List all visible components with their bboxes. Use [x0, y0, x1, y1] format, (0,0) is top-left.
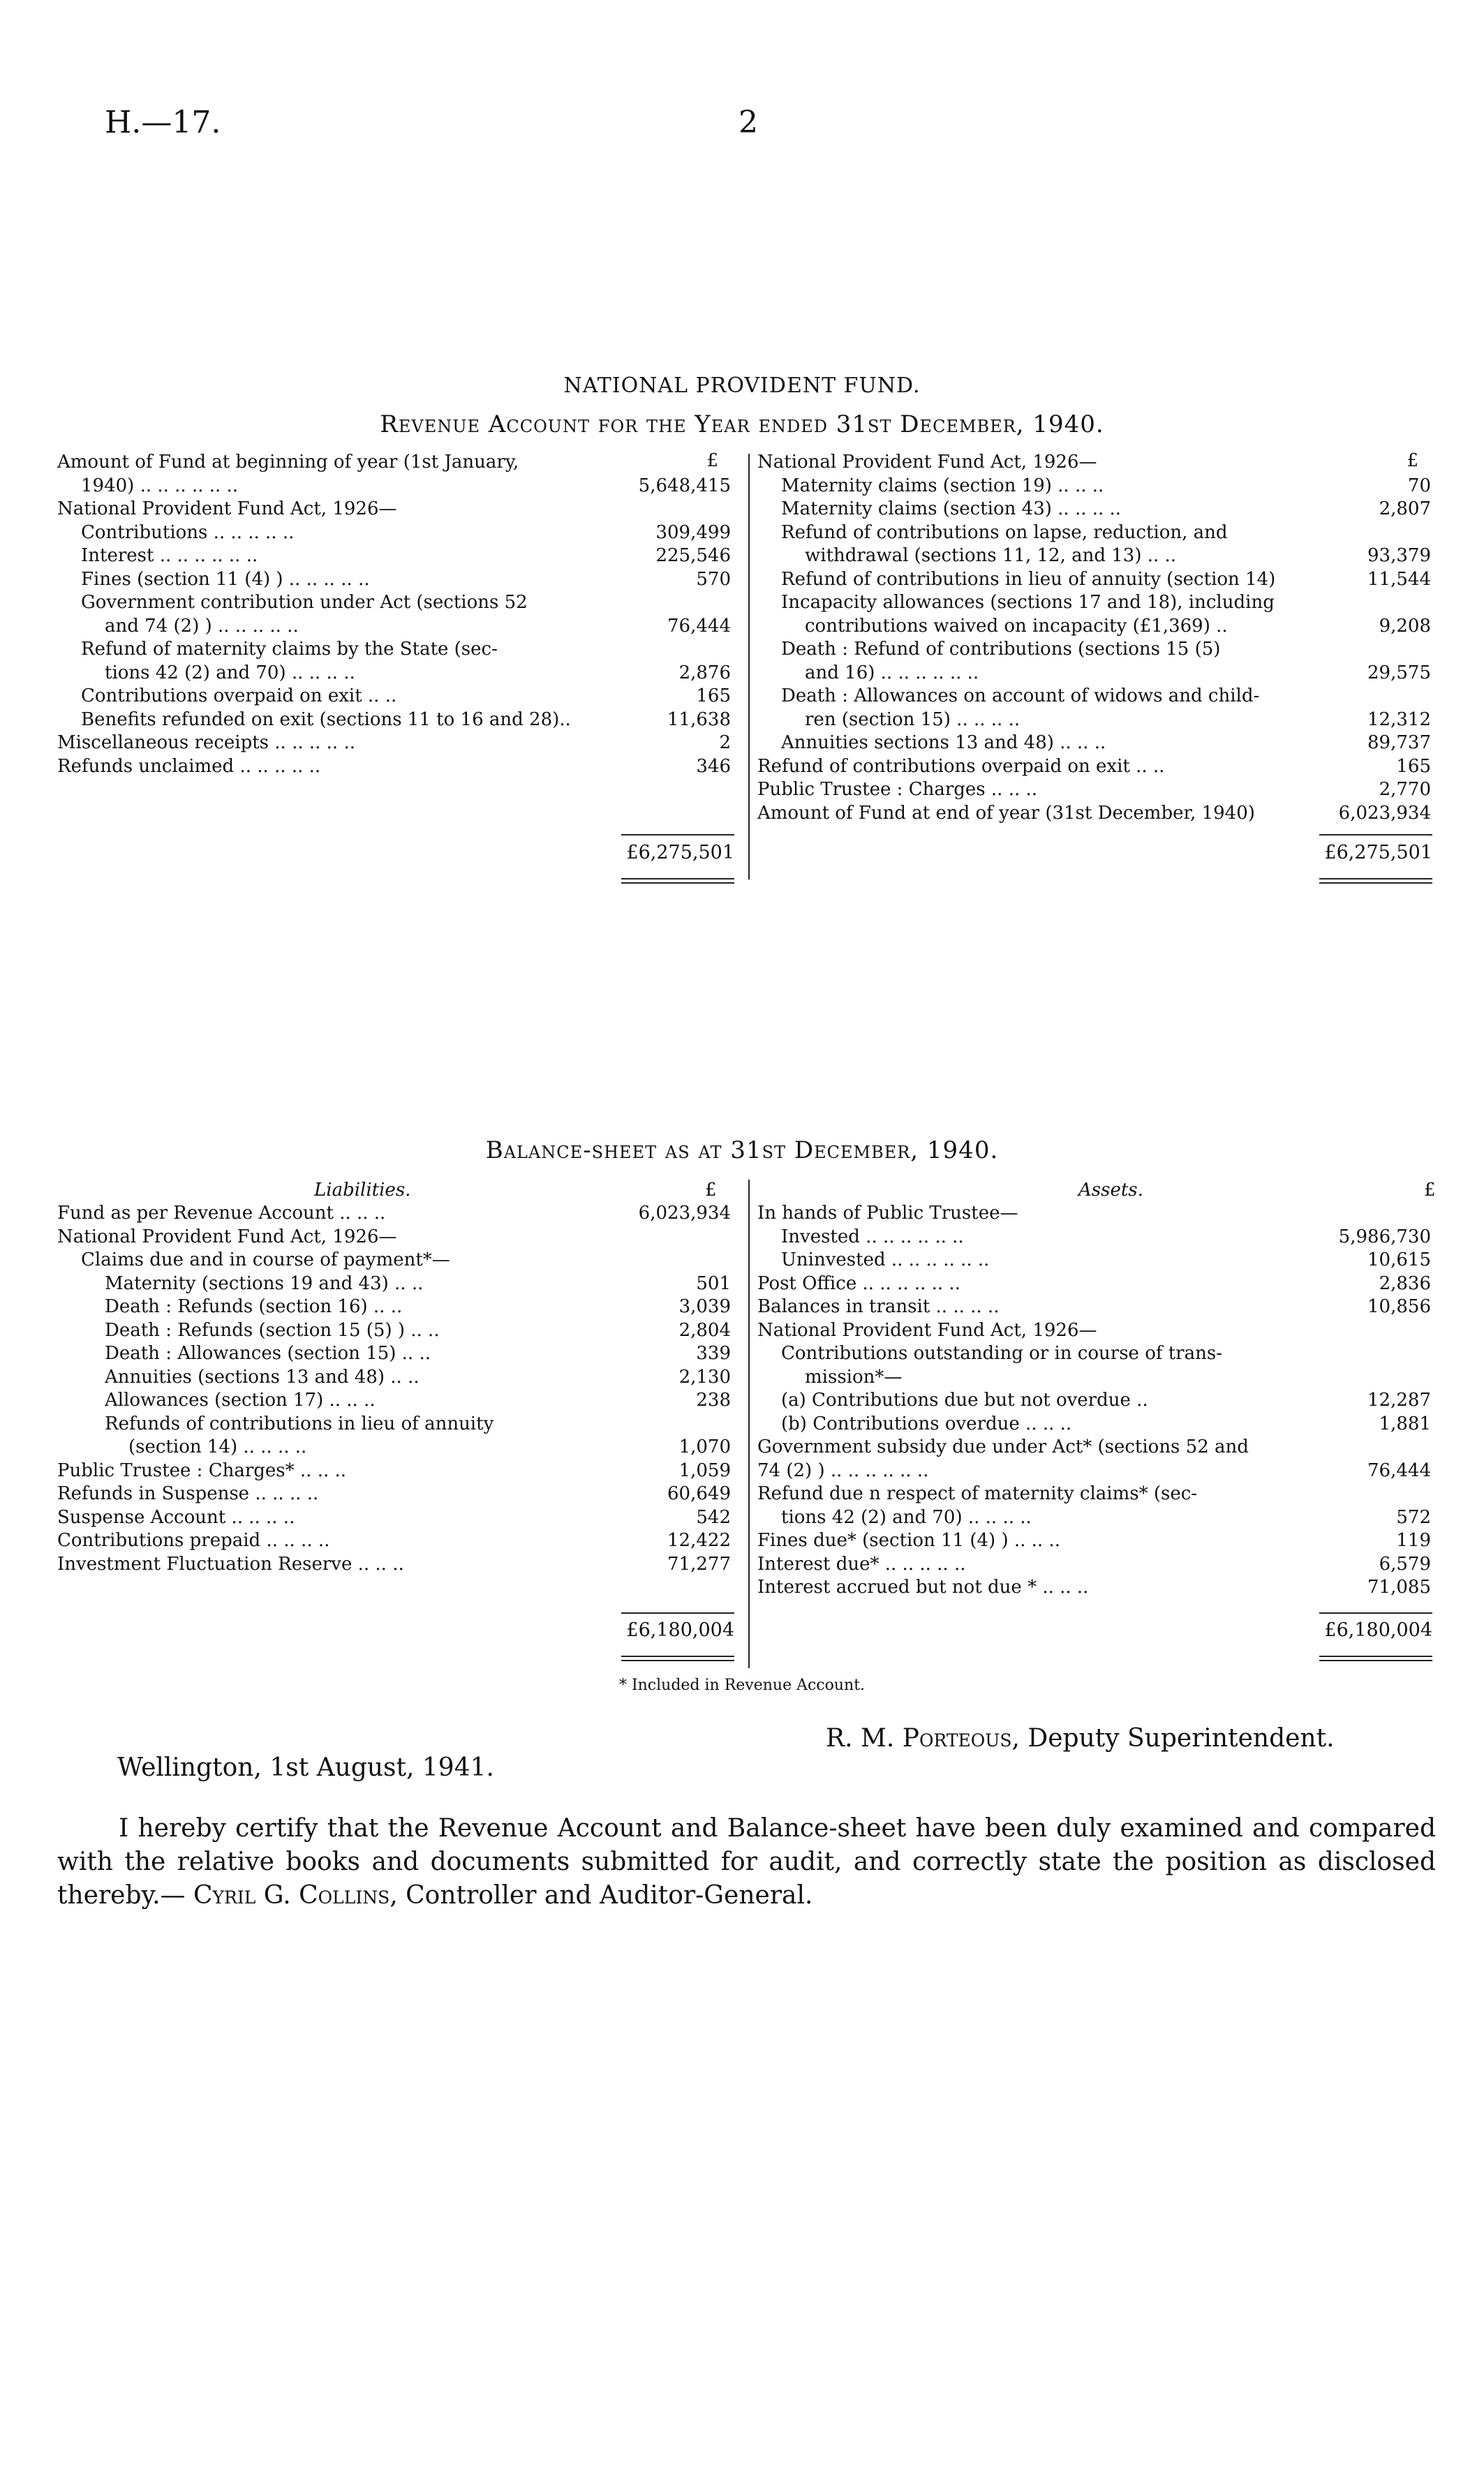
line-description: Contributions overpaid on exit .. ..: [81, 685, 397, 706]
line-description: 1940) .. .. .. .. .. ..: [81, 475, 239, 496]
line-description: Contributions .. .. .. .. ..: [81, 521, 295, 543]
line-amount: 76,444: [667, 615, 731, 637]
line-description: Public Trustee : Charges* .. .. ..: [57, 1460, 347, 1481]
receipts-row: [57, 638, 738, 662]
audit-certificate: [57, 1812, 1436, 1913]
line-amount: 5,648,415: [638, 475, 731, 496]
line-description: Death : Allowances (section 15) .. ..: [105, 1343, 431, 1364]
line-description: Fines (section 11 (4) ) .. .. .. .. ..: [81, 568, 370, 590]
line-description: Amount of Fund at beginning of year (1st January,: [57, 452, 519, 473]
payments-row: [757, 708, 1438, 732]
total-double-rule: [621, 1656, 734, 1657]
asset-row: [757, 1413, 1438, 1436]
line-description: Interest accrued but not due * .. .. ..: [757, 1577, 1089, 1598]
line-description: National Provident Fund Act, 1926—: [57, 1226, 397, 1247]
liabilities-total: £6,180,004: [626, 1619, 734, 1641]
line-description: Contributions outstanding or in course of trans-: [781, 1343, 1222, 1364]
liability-row: [57, 1460, 738, 1483]
line-description: Refunds of contributions in lieu of annuity: [105, 1413, 494, 1434]
asset-row: [757, 1272, 1438, 1296]
line-amount: 2,804: [678, 1319, 731, 1341]
receipts-row: [57, 498, 738, 521]
total-rule: [1319, 834, 1432, 836]
liability-row: [57, 1249, 738, 1272]
payments-row: [757, 451, 1438, 475]
payments-row: [757, 662, 1438, 685]
line-description: contributions waived on incapacity (£1,369) ..: [805, 615, 1228, 637]
line-amount: 2,876: [678, 662, 731, 683]
line-description: Refund due n respect of maternity claims* (sec-: [757, 1483, 1198, 1504]
line-amount: 29,575: [1367, 662, 1431, 683]
line-description: (section 14) .. .. .. ..: [128, 1436, 307, 1457]
line-amount: 2,836: [1379, 1272, 1431, 1294]
certificate-text: I hereby certify that the Revenue Account and Balance-sheet have been duly examined and compared with the relative books and documents submitted for audit, and correctly state the position as disclosed thereby.—: [57, 1814, 1436, 1910]
footnote: * Included in Revenue Account.: [618, 1677, 866, 1694]
line-amount: 165: [1396, 755, 1431, 777]
line-amount: 570: [696, 568, 731, 590]
line-description: Allowances (section 17) .. .. ..: [105, 1390, 376, 1411]
liability-row: [57, 1389, 738, 1413]
receipts-row: [57, 451, 738, 475]
receipts-row: [57, 475, 738, 498]
payments-row: [757, 521, 1438, 545]
currency-symbol: £: [706, 450, 718, 471]
liabilities-column: [57, 1202, 738, 1576]
line-description: Public Trustee : Charges .. .. ..: [757, 779, 1038, 800]
total-double-rule: [621, 882, 734, 884]
signatory-name: R. M. Porteous: [826, 1724, 1012, 1753]
line-amount: 76,444: [1367, 1460, 1431, 1481]
line-amount: 93,379: [1367, 545, 1431, 566]
asset-row: [757, 1366, 1438, 1390]
document-code: H.—17.: [105, 105, 221, 140]
liability-row: [57, 1413, 738, 1436]
total-double-rule: [621, 878, 734, 879]
receipts-row: [57, 615, 738, 639]
receipts-row: [57, 708, 738, 732]
line-description: Refund of contributions on lapse, reduction, and: [781, 521, 1228, 543]
line-amount: 60,649: [667, 1483, 731, 1504]
payments-row: [757, 591, 1438, 615]
line-amount: 6,579: [1379, 1553, 1431, 1575]
line-description: National Provident Fund Act, 1926—: [757, 1319, 1097, 1341]
currency-symbol: £: [1424, 1180, 1436, 1201]
revenue-payments-column: [757, 451, 1438, 825]
line-description: and 16) .. .. .. .. .. ..: [805, 662, 979, 683]
signature-line: [826, 1724, 1335, 1753]
assets-column: [757, 1202, 1438, 1600]
liability-row: [57, 1506, 738, 1530]
line-description: Refunds in Suspense .. .. .. ..: [57, 1483, 319, 1504]
line-amount: 572: [1396, 1506, 1431, 1528]
line-amount: 119: [1396, 1530, 1431, 1551]
line-description: Annuities sections 13 and 48) .. .. ..: [781, 732, 1106, 753]
line-description: Government contribution under Act (sections 52: [81, 592, 528, 613]
liability-row: [57, 1295, 738, 1319]
line-description: Claims due and in course of payment*—: [81, 1249, 450, 1270]
total-double-rule: [621, 1660, 734, 1661]
line-amount: 10,856: [1367, 1296, 1431, 1317]
asset-row: [757, 1460, 1438, 1483]
signatory-role: , Deputy Superintendent.: [1011, 1724, 1335, 1753]
line-amount: 238: [696, 1390, 731, 1411]
revenue-receipts-total: £6,275,501: [626, 842, 734, 863]
line-description: (b) Contributions overdue .. .. ..: [781, 1413, 1072, 1434]
payments-row: [757, 498, 1438, 521]
assets-total: £6,180,004: [1324, 1619, 1432, 1641]
line-amount: 71,277: [667, 1553, 731, 1575]
asset-row: [757, 1483, 1438, 1506]
line-description: Fund as per Revenue Account .. .. ..: [57, 1203, 386, 1224]
line-description: Benefits refunded on exit (sections 11 to 16 and 28)..: [81, 708, 571, 730]
line-amount: 10,615: [1367, 1249, 1431, 1270]
line-description: Maternity (sections 19 and 43) .. ..: [105, 1272, 424, 1294]
asset-row: [757, 1202, 1438, 1226]
line-description: Incapacity allowances (sections 17 and 18), including: [781, 592, 1275, 613]
payments-row: [757, 778, 1438, 802]
asset-row: [757, 1576, 1438, 1600]
asset-row: [757, 1389, 1438, 1413]
line-amount: 71,085: [1367, 1577, 1431, 1598]
line-amount: 70: [1407, 475, 1431, 496]
line-amount: 346: [696, 755, 731, 777]
receipts-row: [57, 755, 738, 779]
line-description: 74 (2) ) .. .. .. .. .. ..: [757, 1460, 929, 1481]
line-amount: 6,023,934: [1338, 802, 1431, 824]
liability-row: [57, 1272, 738, 1296]
line-amount: 3,039: [678, 1296, 731, 1317]
page-number: 2: [739, 105, 758, 140]
liability-row: [57, 1342, 738, 1366]
payments-row: [757, 802, 1438, 826]
receipts-row: [57, 685, 738, 708]
payments-row: [757, 685, 1438, 708]
line-description: Death : Allowances on account of widows and child-: [781, 685, 1260, 706]
line-description: Balances in transit .. .. .. ..: [757, 1296, 1000, 1317]
revenue-payments-total: £6,275,501: [1324, 842, 1432, 863]
line-amount: 12,312: [1367, 708, 1431, 730]
line-description: and 74 (2) ) .. .. .. .. ..: [105, 615, 299, 637]
payments-row: [757, 638, 1438, 662]
line-amount: 2,807: [1379, 498, 1431, 519]
line-description: Maternity claims (section 19) .. .. ..: [781, 475, 1104, 496]
line-description: tions 42 (2) and 70) .. .. .. ..: [105, 662, 355, 683]
line-description: Miscellaneous receipts .. .. .. .. ..: [57, 732, 355, 753]
total-double-rule: [1319, 1660, 1432, 1661]
liability-row: [57, 1366, 738, 1390]
payments-row: [757, 568, 1438, 592]
line-description: ren (section 15) .. .. .. ..: [805, 708, 1021, 730]
line-amount: 2,130: [678, 1366, 731, 1388]
line-amount: 11,638: [667, 708, 731, 730]
liability-row: [57, 1483, 738, 1506]
liability-row: [57, 1553, 738, 1577]
liability-row: [57, 1202, 738, 1226]
line-description: Refund of contributions overpaid on exit .. ..: [757, 755, 1165, 777]
asset-row: [757, 1319, 1438, 1343]
liabilities-heading: Liabilities.: [314, 1180, 411, 1201]
line-description: (a) Contributions due but not overdue ..: [781, 1390, 1148, 1411]
line-amount: 6,023,934: [638, 1203, 731, 1224]
total-double-rule: [1319, 878, 1432, 879]
line-description: Interest due* .. .. .. .. ..: [757, 1553, 966, 1575]
revenue-receipts-column: [57, 451, 738, 778]
payments-row: [757, 755, 1438, 779]
line-description: Contributions prepaid .. .. .. ..: [57, 1530, 330, 1551]
currency-symbol: £: [1407, 450, 1418, 471]
line-amount: 11,544: [1367, 568, 1431, 590]
asset-row: [757, 1295, 1438, 1319]
line-description: Refunds unclaimed .. .. .. .. ..: [57, 755, 321, 777]
line-description: Amount of Fund at end of year (31st December, 1940): [757, 802, 1255, 824]
balance-sheet-title: Balance-sheet as at 31st December, 1940.: [485, 1136, 999, 1164]
total-rule: [1319, 1612, 1432, 1614]
line-amount: 9,208: [1379, 615, 1431, 637]
line-description: Refund of contributions in lieu of annuity (section 14): [781, 568, 1276, 590]
line-amount: 225,546: [655, 545, 731, 566]
line-amount: 1,881: [1379, 1413, 1431, 1434]
line-description: National Provident Fund Act, 1926—: [757, 452, 1097, 473]
assets-heading: Assets.: [1078, 1180, 1143, 1201]
line-amount: 501: [696, 1272, 731, 1294]
line-amount: 2: [719, 732, 731, 753]
total-double-rule: [1319, 882, 1432, 884]
revenue-account-title: Revenue Account for the Year ended 31st December, 1940.: [380, 410, 1104, 438]
line-description: Government subsidy due under Act* (sections 52 and: [757, 1436, 1249, 1457]
line-amount: 12,287: [1367, 1390, 1431, 1411]
line-description: Investment Fluctuation Reserve .. .. ..: [57, 1553, 404, 1575]
payments-row: [757, 544, 1438, 568]
line-description: mission*—: [805, 1366, 903, 1388]
line-amount: 2,770: [1379, 779, 1431, 800]
liability-row: [57, 1319, 738, 1343]
line-amount: 5,986,730: [1338, 1226, 1431, 1247]
line-description: National Provident Fund Act, 1926—: [57, 498, 397, 519]
line-description: Refund of maternity claims by the State (sec-: [81, 639, 498, 660]
payments-row: [757, 615, 1438, 639]
liability-row: [57, 1529, 738, 1553]
receipts-row: [57, 591, 738, 615]
receipts-row: [57, 731, 738, 755]
fund-title: NATIONAL PROVIDENT FUND.: [563, 373, 921, 398]
receipts-row: [57, 544, 738, 568]
place-date: Wellington, 1st August, 1941.: [117, 1753, 494, 1782]
column-divider: [748, 1180, 750, 1668]
line-description: Interest .. .. .. .. .. ..: [81, 545, 258, 566]
line-description: Uninvested .. .. .. .. .. ..: [781, 1249, 990, 1270]
line-description: Death : Refund of contributions (sections 15 (5): [781, 639, 1221, 660]
line-description: tions 42 (2) and 70) .. .. .. ..: [781, 1506, 1032, 1528]
line-amount: 339: [696, 1343, 731, 1364]
total-rule: [621, 834, 734, 836]
column-divider: [748, 454, 750, 879]
line-description: Invested .. .. .. .. .. ..: [781, 1226, 964, 1247]
liability-row: [57, 1436, 738, 1460]
line-description: Fines due* (section 11 (4) ) .. .. ..: [757, 1530, 1060, 1551]
line-amount: 89,737: [1367, 732, 1431, 753]
line-amount: 1,070: [678, 1436, 731, 1457]
line-amount: 165: [696, 685, 731, 706]
total-double-rule: [1319, 1656, 1432, 1657]
line-description: Suspense Account .. .. .. ..: [57, 1506, 295, 1528]
receipts-row: [57, 568, 738, 592]
payments-row: [757, 475, 1438, 498]
receipts-row: [57, 662, 738, 685]
asset-row: [757, 1226, 1438, 1249]
asset-row: [757, 1506, 1438, 1530]
asset-row: [757, 1342, 1438, 1366]
payments-row: [757, 731, 1438, 755]
asset-row: [757, 1529, 1438, 1553]
total-rule: [621, 1612, 734, 1614]
asset-row: [757, 1553, 1438, 1577]
receipts-row: [57, 521, 738, 545]
line-description: In hands of Public Trustee—: [757, 1203, 1018, 1224]
line-description: Death : Refunds (section 16) .. ..: [105, 1296, 403, 1317]
line-description: withdrawal (sections 11, 12, and 13) .. ..: [805, 545, 1177, 566]
line-description: Death : Refunds (section 15 (5) ) .. ..: [105, 1319, 440, 1341]
auditor-role: , Controller and Auditor-General.: [389, 1881, 813, 1910]
asset-row: [757, 1249, 1438, 1272]
line-description: Post Office .. .. .. .. .. ..: [757, 1272, 960, 1294]
line-description: Maternity claims (section 43) .. .. .. ..: [781, 498, 1122, 519]
line-amount: 309,499: [655, 521, 731, 543]
line-description: Annuities (sections 13 and 48) .. ..: [105, 1366, 420, 1388]
line-amount: 542: [696, 1506, 731, 1528]
line-amount: 12,422: [667, 1530, 731, 1551]
auditor-name: Cyril G. Collins: [193, 1881, 390, 1910]
currency-symbol: £: [705, 1180, 717, 1201]
line-amount: 1,059: [678, 1460, 731, 1481]
liability-row: [57, 1226, 738, 1249]
asset-row: [757, 1436, 1438, 1460]
